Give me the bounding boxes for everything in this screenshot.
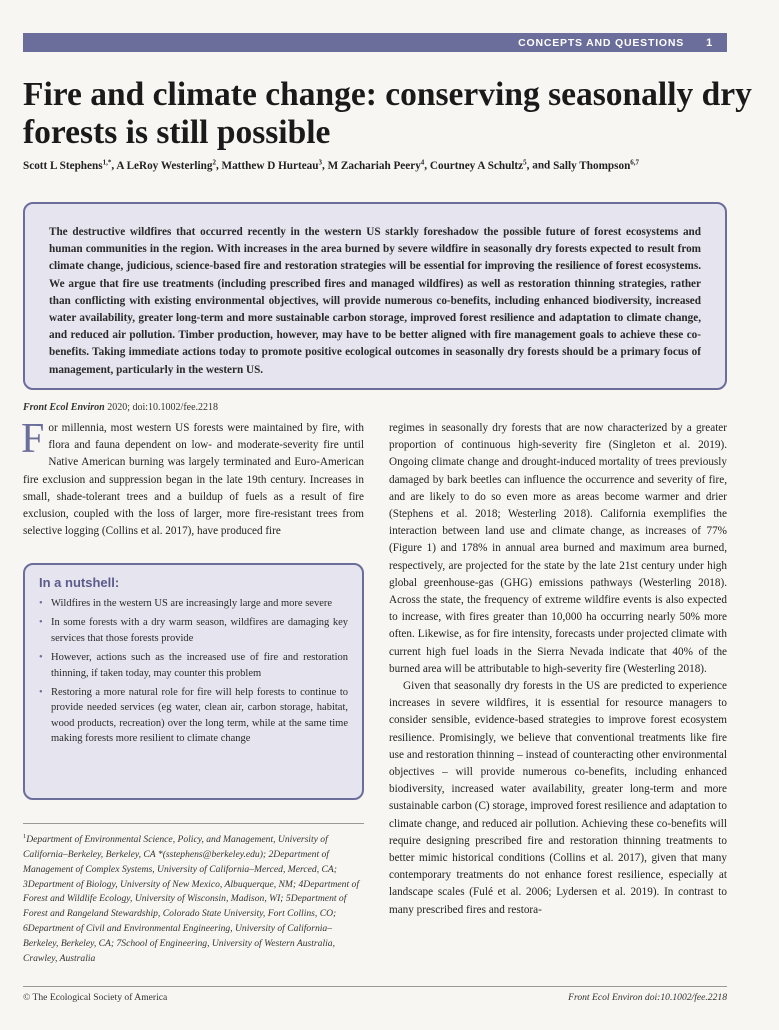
footer-doi: Front Ecol Environ doi:10.1002/fee.2218 — [568, 992, 727, 1003]
affiliations-text: Department of Environmental Science, Policy, and Management, University of California–Berkeley, Berkeley, CA *(sstephens@berkeley.edu); 2Department of Management of Complex Systems, University of California–Merced, Merced, CA; 3Department of Biology, University of New Mexico, Albuquerque, NM; 4Department of Forest and Wildlife Ecology, University of Wisconsin, Madison, WI; 5Department of Forest and Rangeland Stewardship, Colorado State University, Fort Collins, CO; 6Department of Civil and Environmental Engineering, University of California–Berkeley, Berkeley, CA; 7School of Engineering, University of Western Australia, Crawley, Australia — [23, 834, 359, 964]
nutshell-list — [39, 596, 348, 747]
author-list: Scott L Stephens$^{1,*}$, A LeRoy Westerling$^2$, Matthew D Hurteau$^3$, M Zachariah Peery$^4$, Courtney A Schultz$^5$, and Sally Thompson$^{6,7}$ — [23, 158, 640, 172]
body-paragraph: regimes in seasonally dry forests that are now characterized by a greater proportion of continuous high-severity fire (Singleton et al. 2019). Ongoing climate change and drought-induced mortality of trees previously damaged by bark beetles can influence the occurrence and severity of fire, and are likely to do so even more as areas become warmer and drier (Stephens et al. 2018; Westerling 2018). California exemplifies the interaction between land use and climate change, as increases of 77% (Figure 1) and 178% in annual area burned and maximum area burned, respectively, are projected for the state by the late 21st century under high global greenhouse-gas (GHG) emissions pathways (Westerling 2018). Across the state, the frequency of extreme wildfire events is also expected to increase, with fires greater than 10,000 ha occurring nearly 50% more often. Likewise, as for fire intensity, forecasts under projected climate with current high fuel loads in the Sierra Nevada indicate that 40% of the burned area will be attributable to high-severity fire (Westerling 2018). — [389, 422, 727, 675]
nutshell-item: • However, actions such as the increased use of fire and restoration thinning, if taken today, may counter this problem — [39, 650, 348, 681]
body-column-left — [21, 416, 364, 540]
body-column-right — [389, 420, 727, 919]
nutshell-box — [23, 563, 364, 800]
affiliations — [23, 830, 364, 966]
citation-journal: Front Ecol Environ — [23, 402, 105, 413]
nutshell-heading: In a nutshell: — [39, 575, 120, 590]
affil-mark: 1 — [23, 833, 27, 840]
author-1: Scott L Stephens$^{1,*}$ — [23, 158, 112, 172]
citation-line — [23, 402, 218, 413]
body-paragraph: Given that seasonally dry forests in the US are predicted to experience increases in severe wildfires, it is essential for resource managers to consider sensible, evidence-based strategies to improve forest ecosystem resilience. Promisingly, we believe that conventional treatments like fire use and restoration thinning – instead of counteracting other environmental objectives – will provide numerous co-benefits, including enhanced biodiversity, increased water availability, greater long-term and more sustainable carbon (C) storage, improved forest resilience and adaptation to climate change, and reduced air pollution. Achieving these co-benefits will require designing prescribed fire and restoration thinning treatments to better mimic historical conditions (Collins et al. 2017), given that many contemporary treatments do not enhance forest resilience, especially at landscape scales (Fulé et al. 2006; Lydersen et al. 2019). In contrast to many prescribed fires and restora- — [389, 680, 727, 916]
author-4: M Zachariah Peery$^4$ — [327, 158, 425, 172]
section-label: CONCEPTS AND QUESTIONS — [518, 36, 685, 49]
affiliation-divider — [23, 823, 364, 824]
abstract-box: The destructive wildfires that occurred recently in the western US starkly foreshadow the possible future of forest ecosystems and human communities in the region. With increases in the area burned by severe wildfire in seasonally dry forests expected to result from climate change, judicious, science-based fire and restoration strategies will be essential for improving the resilience of forest ecosystems. We argue that fire use treatments (including prescribed fires and managed wildfires) as well as restoration thinning strategies, rather than conflicting with existing environmental objectives, will provide numerous co-benefits, including enhanced biodiversity, increased water availability, greater long-term and more sustainable carbon storage, improved forest resilience and adaptation to climate change, and reduced air pollution. Timber production, however, may have to be better aligned with fire management goals to achieve these co-benefits. Taking immediate actions today to promote positive ecological outcomes in seasonally dry forests should be a primary focus of management, particularly in the western US. — [23, 202, 727, 390]
nutshell-item: • Restoring a more natural role for fire will help forests to continue to provide needed services (eg water, clean air, carbon storage, habitat, wood products, recreation) over the long term, while at the same time making forests more resilient to climate change — [39, 685, 348, 747]
body-left-text: or millennia, most western US forests were maintained by fire, with flora and fauna dependent on low- and moderate-severity fire until Native American burning was largely terminated and Euro-American fire exclusion and suppression began in the late 19th century. Increases in small, shade-tolerant trees and a buildup of fuels as a result of fire exclusion, coupled with the loss of larger, more fire-resistant trees from selective logging (Collins et al. 2017), have produced fire — [23, 422, 364, 538]
section-header-bar — [23, 33, 727, 52]
page-number: 1 — [706, 36, 713, 49]
footer-divider — [23, 986, 727, 987]
nutshell-item: • Wildfires in the western US are increasingly large and more severe — [39, 596, 348, 611]
author-6: Sally Thompson$^{6,7}$ — [553, 158, 640, 172]
drop-cap: F — [21, 416, 45, 462]
nutshell-item: • In some forests with a dry warm season, wildfires are damaging key services that those forests provide — [39, 615, 348, 646]
author-5: Courtney A Schultz$^5$ — [429, 158, 527, 172]
footer-copyright: © The Ecological Society of America — [23, 992, 168, 1003]
author-2: A LeRoy Westerling$^2$ — [116, 158, 216, 172]
citation-doi: 2020; doi:10.1002/fee.2218 — [107, 402, 219, 413]
article-title: Fire and climate change: conserving seasonally dry forests is still possible — [23, 76, 752, 151]
author-3: Matthew D Hurteau$^3$ — [221, 158, 322, 172]
